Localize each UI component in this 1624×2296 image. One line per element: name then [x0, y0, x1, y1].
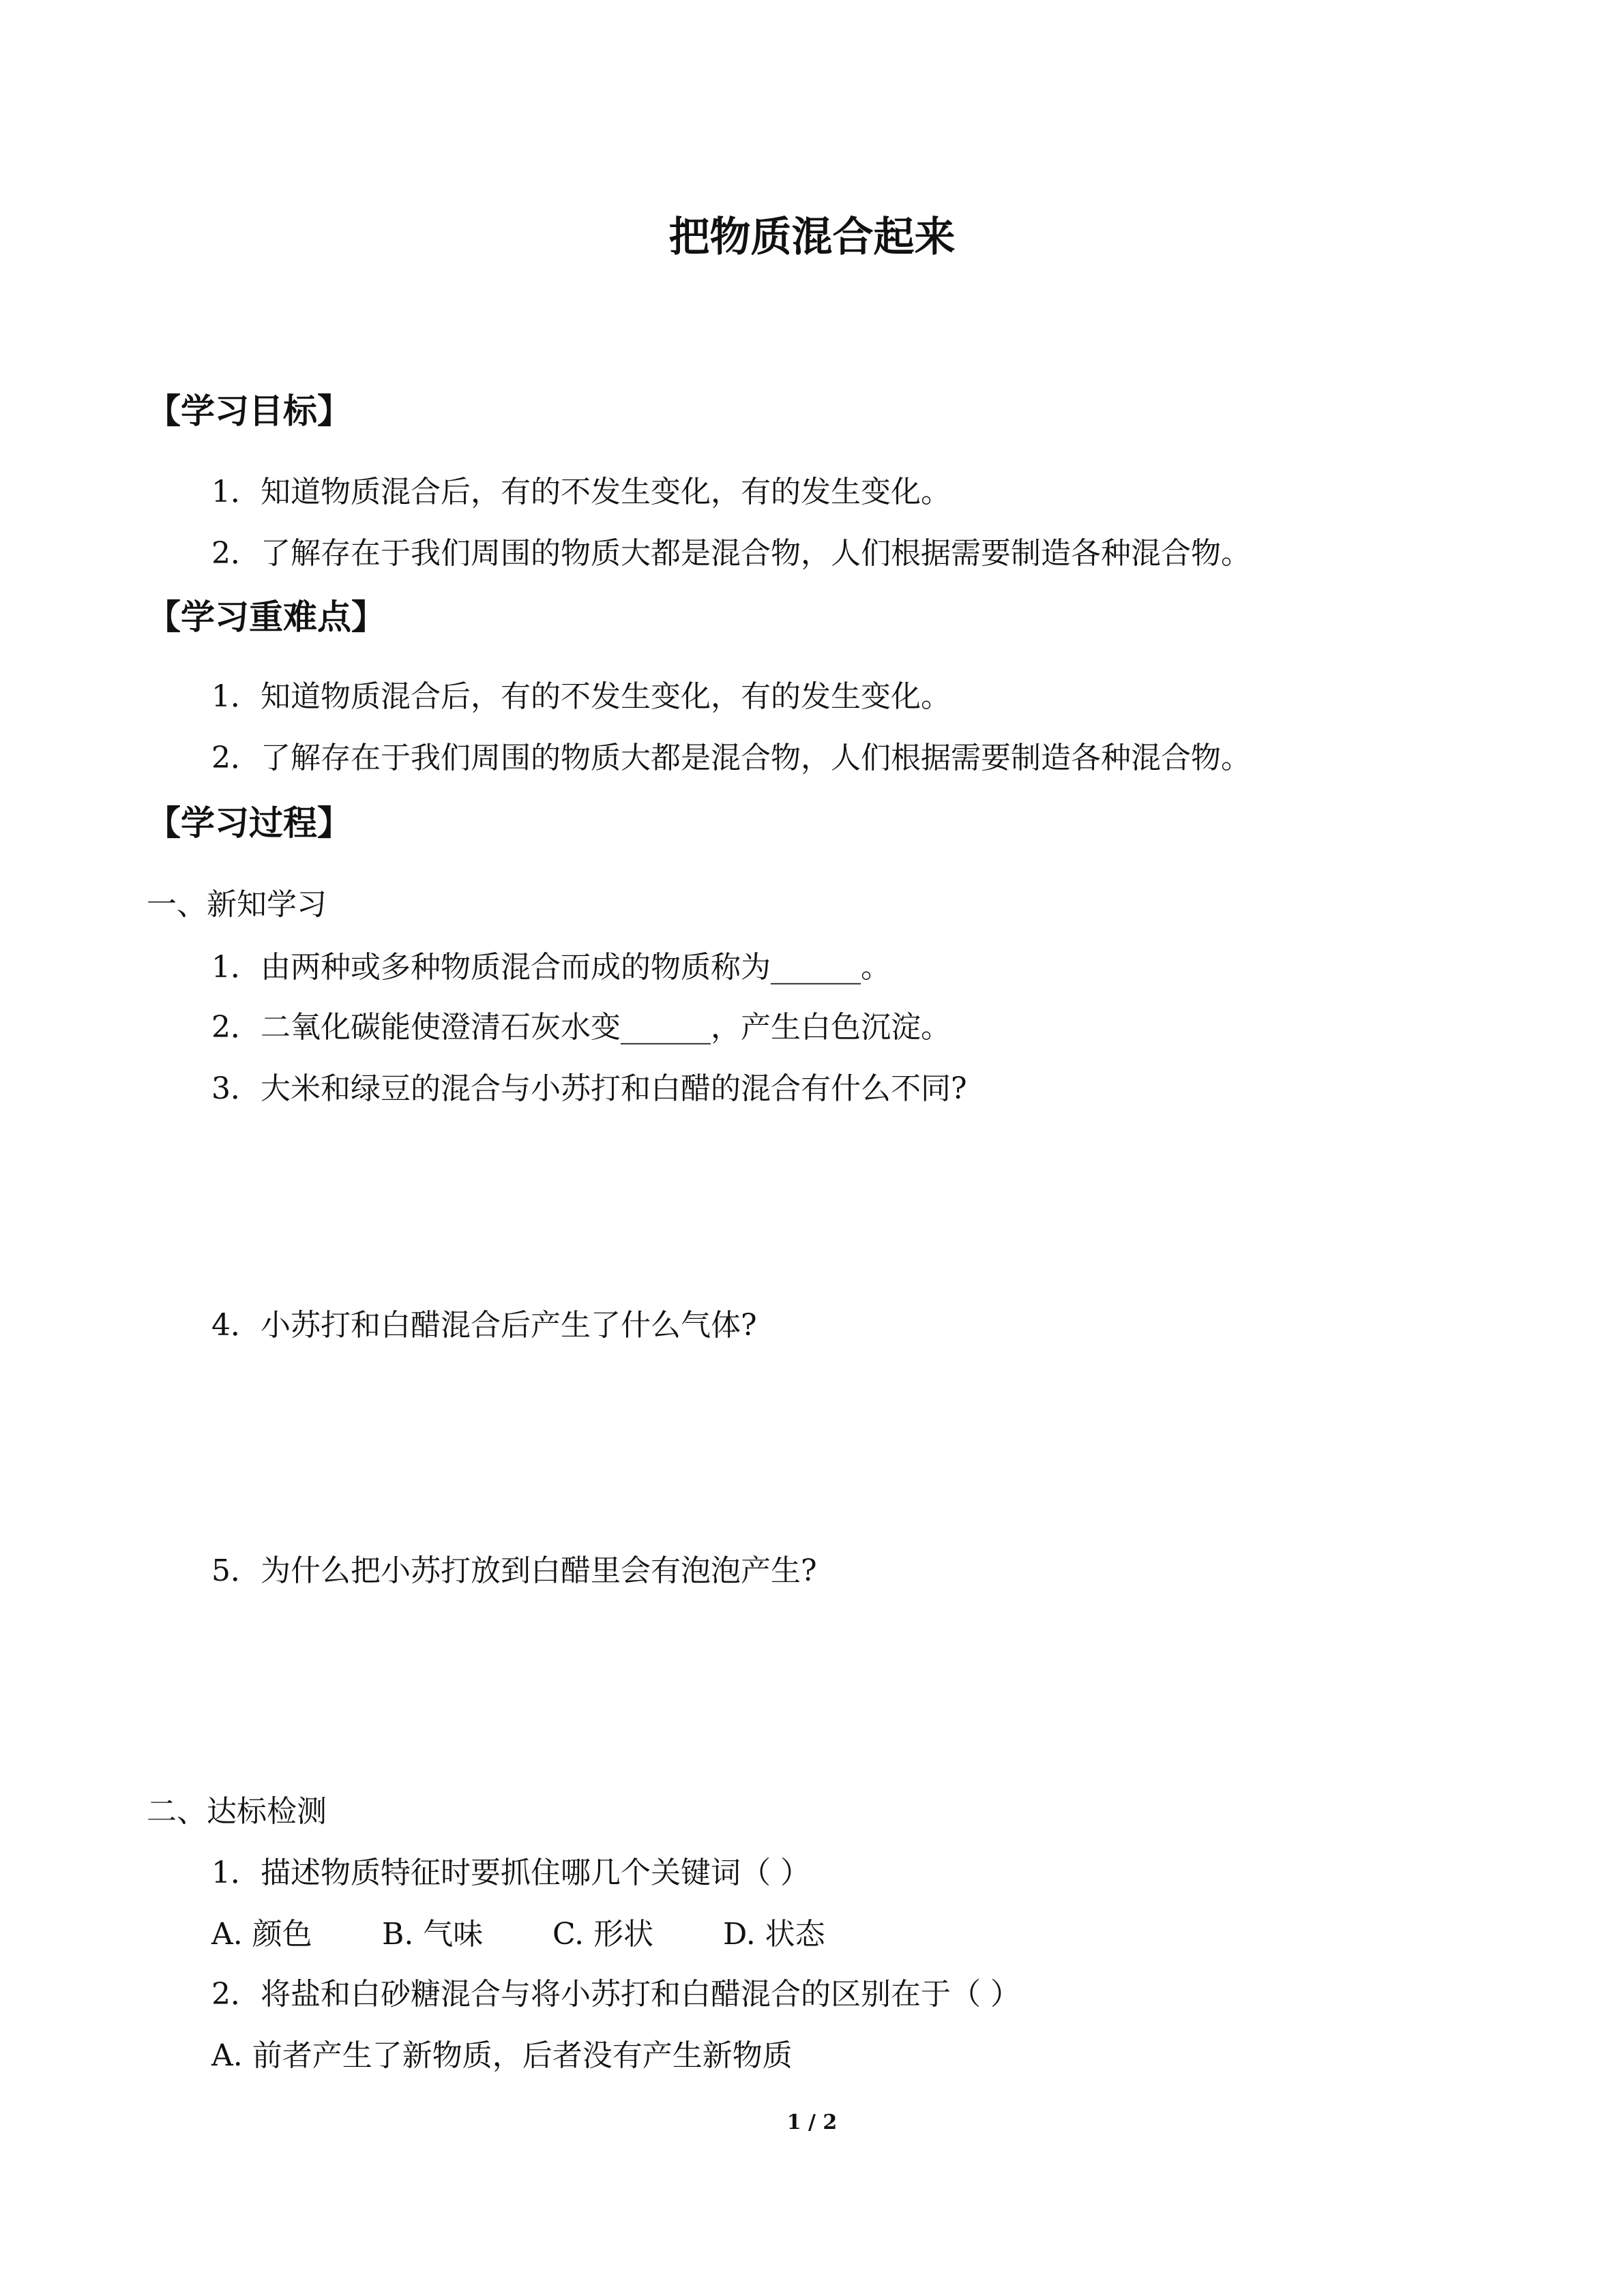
option-d: D. 状态	[723, 1917, 825, 1952]
new-knowledge-title: 一、新知学习	[147, 887, 327, 922]
question-item: 5．为什么把小苏打放到白醋里会有泡泡产生?	[211, 1553, 817, 1588]
objectives-heading: 【学习目标】	[147, 391, 351, 431]
process-heading: 【学习过程】	[147, 803, 351, 843]
question-item: 3．大米和绿豆的混合与小苏打和白醋的混合有什么不同?	[211, 1071, 967, 1106]
question-item: 4．小苏打和白醋混合后产生了什么气体?	[211, 1308, 757, 1343]
question-item: 1．由两种或多种物质混合而成的物质称为______。	[211, 950, 891, 985]
option-b: B. 气味	[382, 1917, 484, 1952]
option-a: A. 颜色	[211, 1917, 312, 1952]
assessment-question-1: 1．描述物质特征时要抓住哪几个关键词（ ）	[211, 1855, 810, 1890]
assessment-title: 二、达标检测	[147, 1794, 327, 1829]
key-point-item: 1．知道物质混合后，有的不发生变化，有的发生变化。	[211, 679, 951, 714]
assessment-question-1-options	[211, 1917, 825, 1952]
objective-item: 1．知道物质混合后，有的不发生变化，有的发生变化。	[211, 475, 951, 509]
assessment-question-2-option-a: A. 前者产生了新物质，后者没有产生新物质	[211, 2038, 793, 2073]
option-c: C. 形状	[552, 1917, 654, 1952]
document-title: 把物质混合起来	[668, 213, 956, 261]
objective-item: 2．了解存在于我们周围的物质大都是混合物，人们根据需要制造各种混合物。	[211, 536, 1251, 571]
key-points-heading: 【学习重难点】	[147, 597, 385, 637]
assessment-question-2: 2．将盐和白砂糖混合与将小苏打和白醋混合的区别在于（ ）	[211, 1977, 1020, 2012]
page-number: 1 / 2	[786, 2111, 838, 2134]
key-point-item: 2．了解存在于我们周围的物质大都是混合物，人们根据需要制造各种混合物。	[211, 741, 1251, 775]
question-item: 2．二氧化碳能使澄清石灰水变______，产生白色沉淀。	[211, 1010, 951, 1045]
